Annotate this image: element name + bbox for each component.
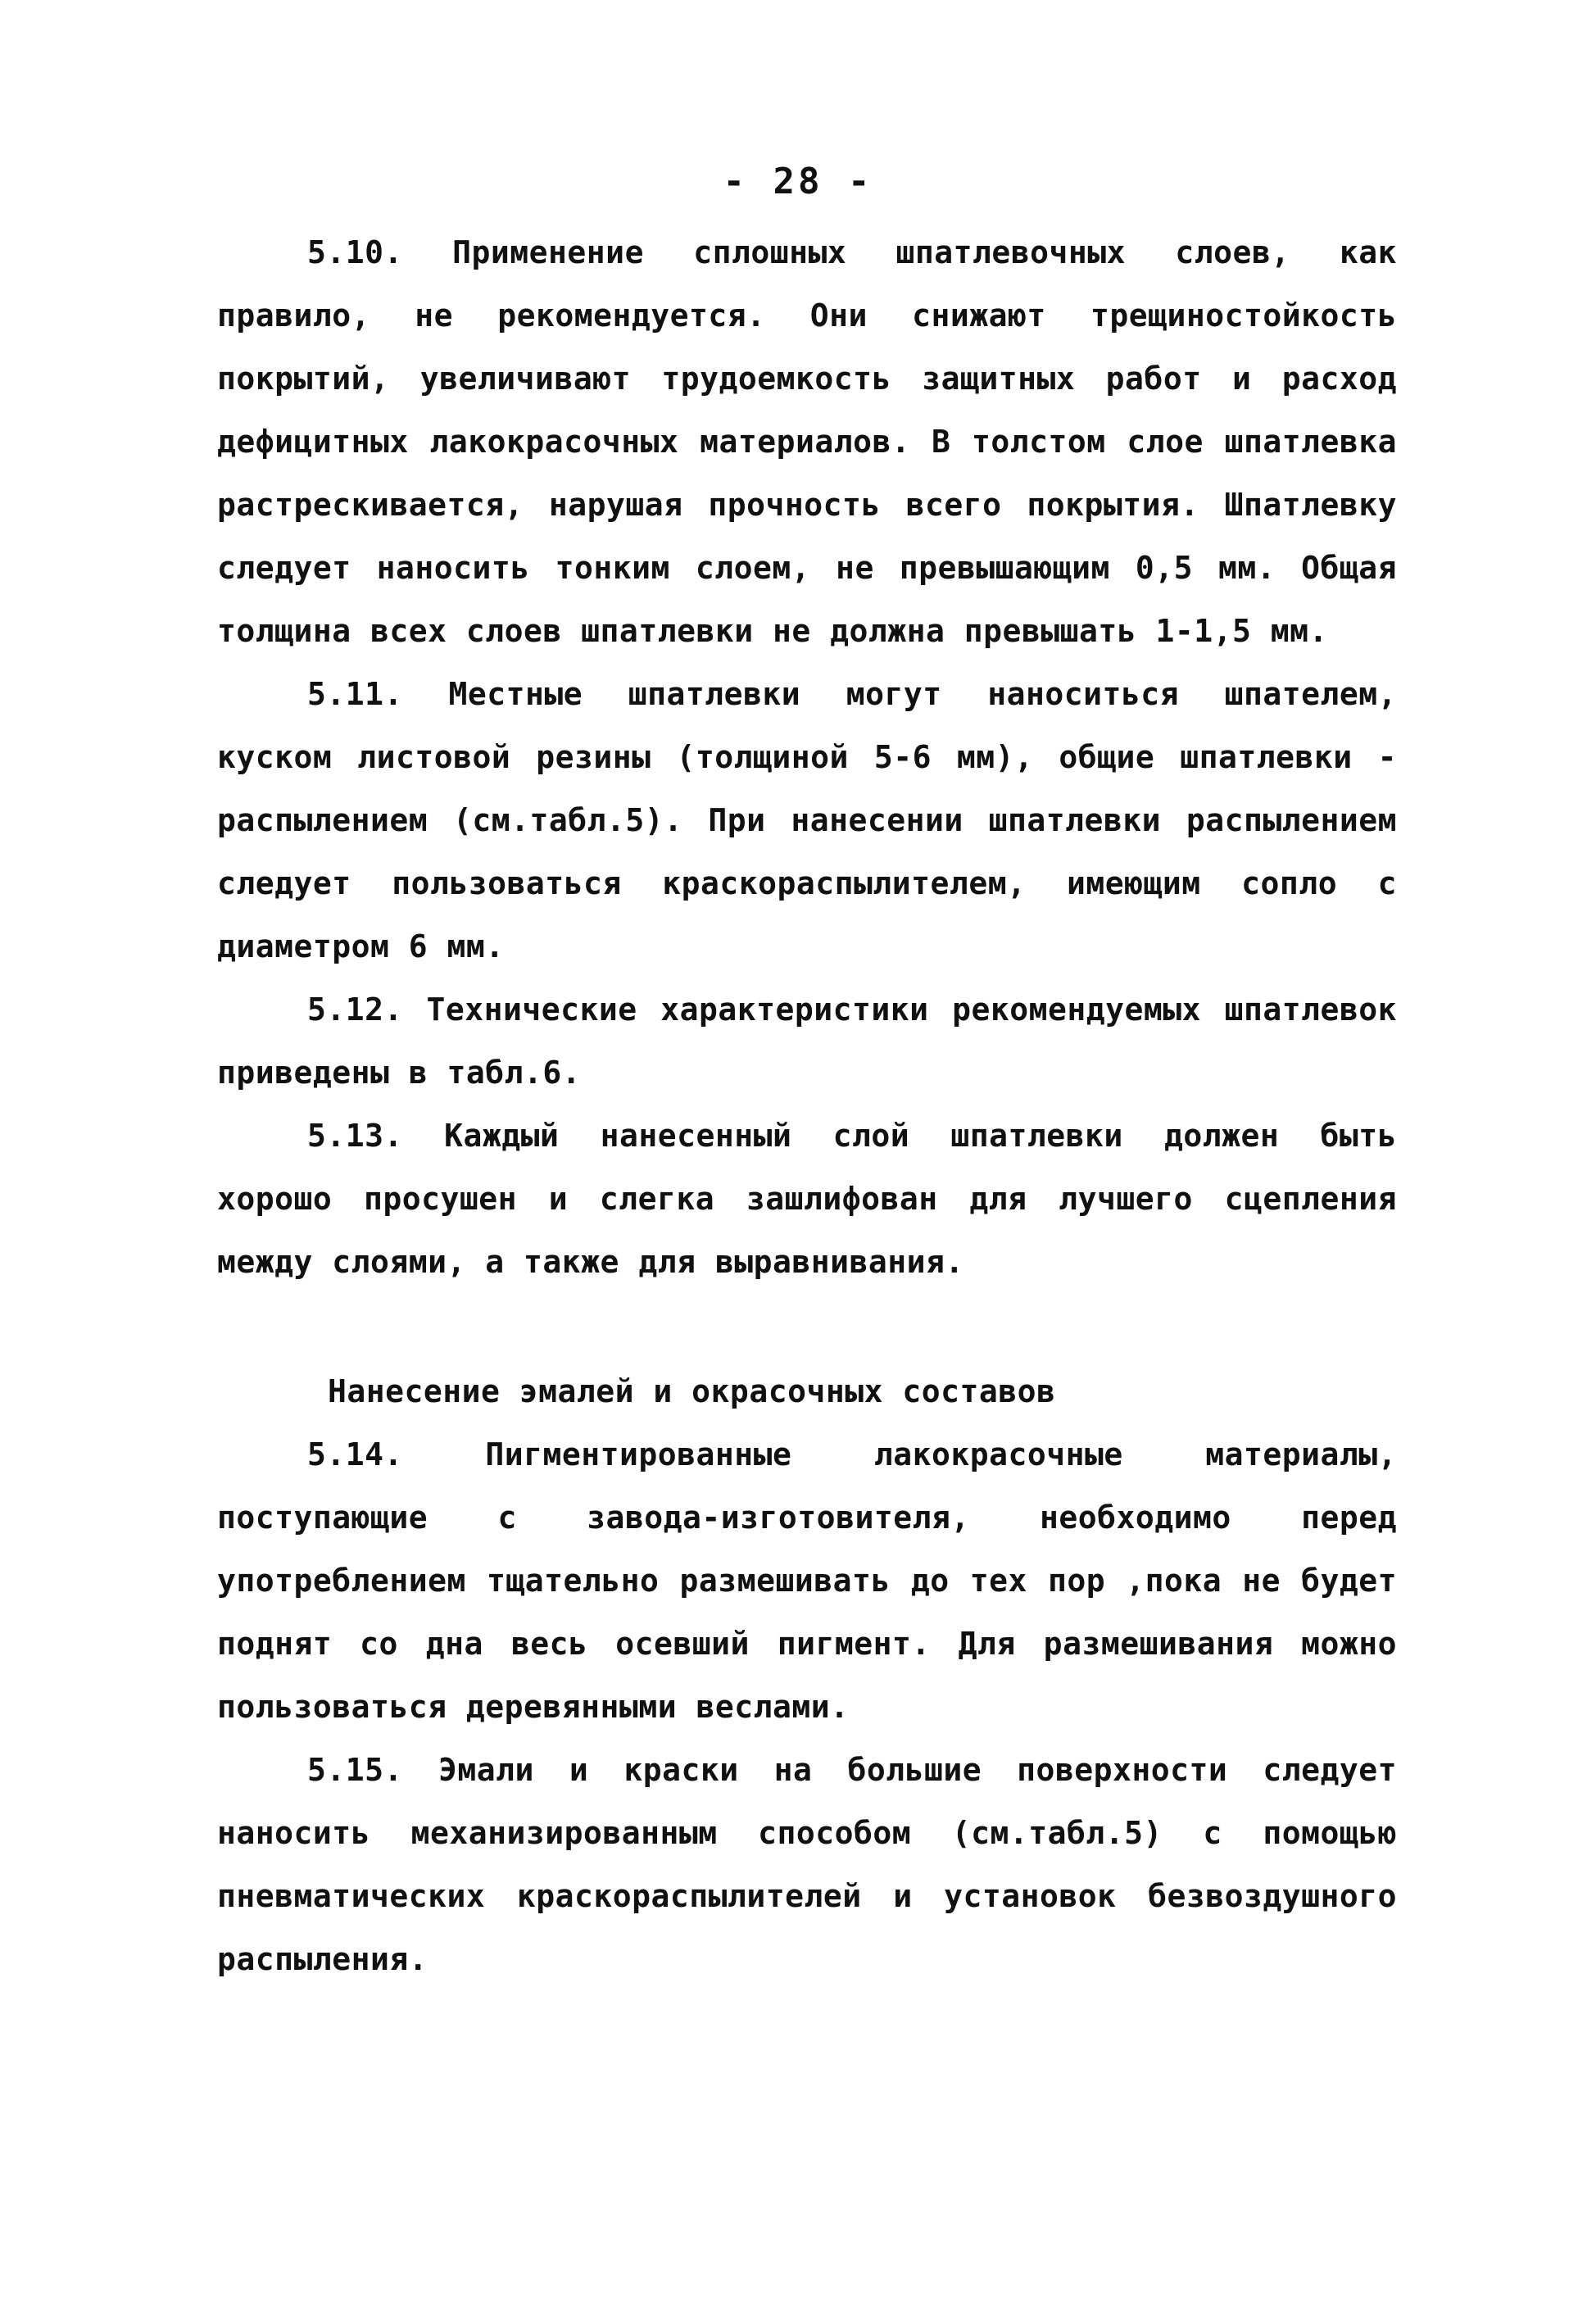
paragraph-5-12: 5.12. Технические характеристики рекомендуемых шпатлевок приведены в табл.6.: [217, 991, 1397, 1091]
page-number: - 28 -: [723, 161, 873, 202]
paragraph-5-10: 5.10. Применение сплошных шпатлевочных слоев, как правило, не рекомендуется. Они снижают трещиностойкость покрытий, увеличивают трудоемкость защитных работ и расход дефицитных лакокрасочных материалов. В толстом слое шпатлевка растрескивается, нарушая прочность всего покрытия. Шпатлевку следует наносить тонким слоем, не превышающим 0,5 мм. Общая толщина всех слоев шпатлевки не должна превышать 1-1,5 мм.: [217, 234, 1397, 649]
paragraph-5-11: 5.11. Местные шпатлевки могут наноситься шпателем, куском листовой резины (толщиной 5-6 мм), общие шпатлевки - распылением (см.табл.5). При нанесении шпатлевки распылением следует пользоваться краскораспылителем, имеющим сопло с диаметром 6 мм.: [217, 676, 1397, 964]
section-emali: [217, 1423, 1397, 1991]
section-heading: Нанесение эмалей и окрасочных составов: [328, 1373, 1056, 1409]
paragraph-5-15: 5.15. Эмали и краски на большие поверхности следует наносить механизированным способом (см.табл.5) с помощью пневматических краскораспылителей и установок безвоздушного распыления.: [217, 1752, 1397, 1977]
paragraph-5-13: 5.13. Каждый нанесенный слой шпатлевки должен быть хорошо просушен и слегка зашлифован для лучшего сцепления между слоями, а также для выравнивания.: [217, 1118, 1397, 1280]
paragraph-5-14: 5.14. Пигментированные лакокрасочные материалы, поступающие с завода-изготовителя, необходимо перед употреблением тщательно размешивать до тех пор ,пока не будет поднят со дна весь осевший пигмент. Для размешивания можно пользоваться деревянными веслами.: [217, 1436, 1397, 1725]
section-shpatlevka: [217, 221, 1397, 1294]
